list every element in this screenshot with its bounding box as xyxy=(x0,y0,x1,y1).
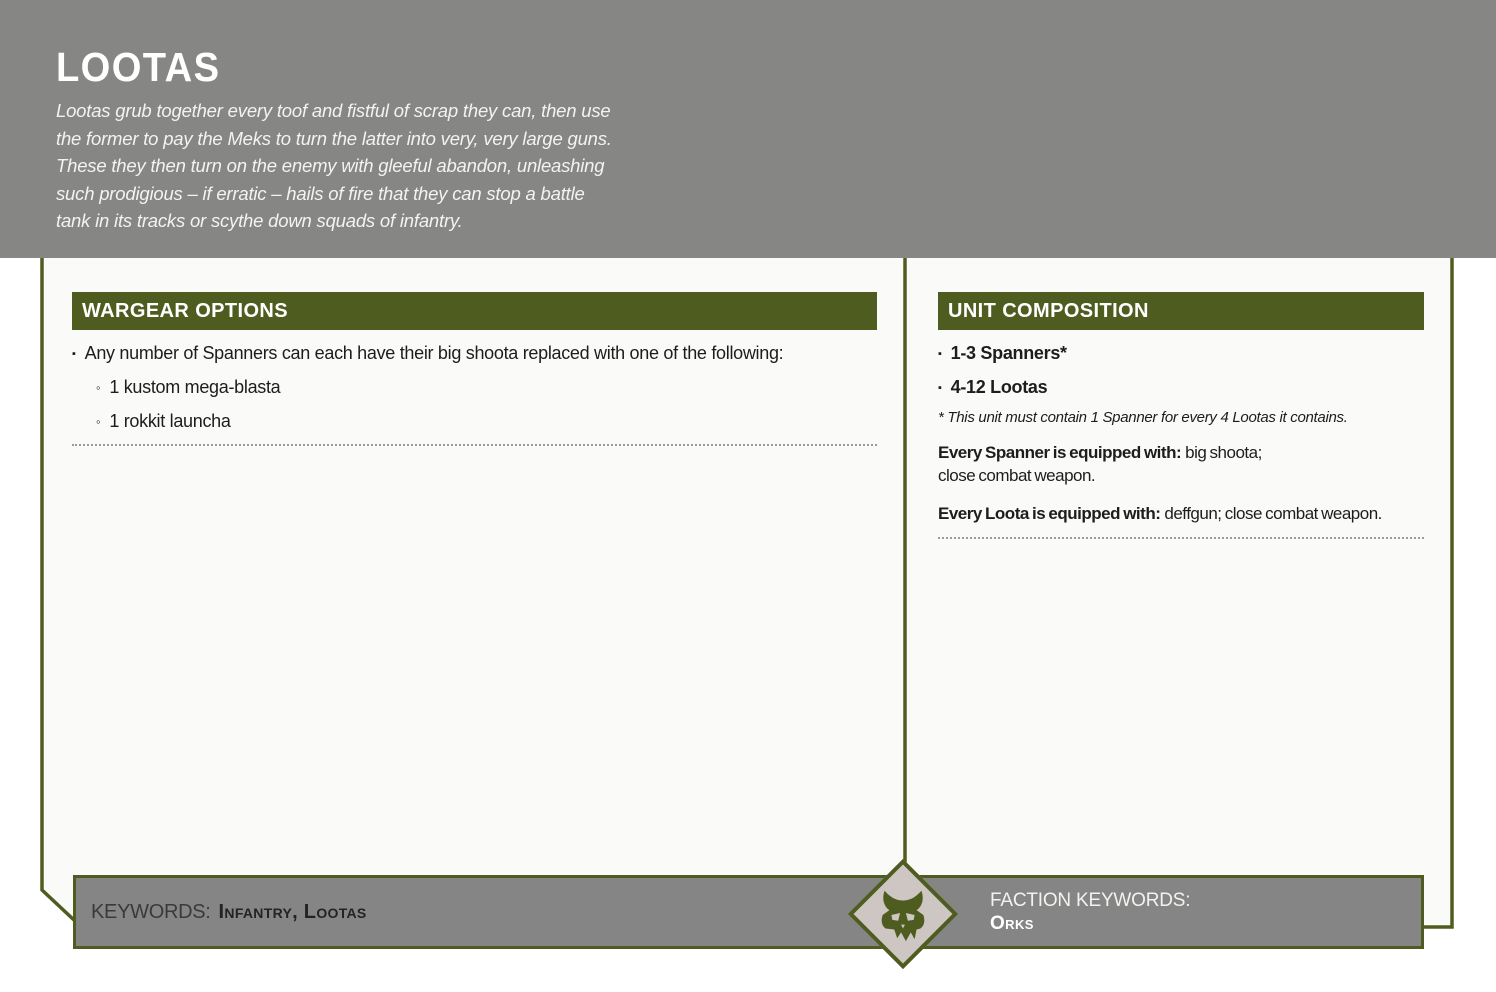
composition-item xyxy=(938,343,1424,364)
wargear-bullet-text: Any number of Spanners can each have their big shoota replaced with one of the following: xyxy=(84,343,784,363)
ork-skull-icon xyxy=(872,883,934,945)
wargear-option-item xyxy=(96,377,877,398)
composition-note: * This unit must contain 1 Spanner for every 4 Lootas it contains. xyxy=(938,409,1348,426)
composition-item xyxy=(938,377,1424,398)
bullet-square-icon: ▪ xyxy=(72,348,76,360)
wargear-option-item xyxy=(96,411,877,432)
keywords-group xyxy=(91,878,367,946)
flavor-line: the former to pay the Meks to turn the latter into very, very large guns. xyxy=(56,127,612,149)
equipment-items: close combat weapon. xyxy=(938,466,1096,485)
flavor-line: These they then turn on the enemy with gleeful abandon, unleashing xyxy=(56,155,605,176)
equipment-items: big shoota; xyxy=(1185,443,1262,462)
wargear-separator xyxy=(72,443,877,446)
equipment-paragraph xyxy=(938,502,1424,525)
equipment-paragraph xyxy=(938,441,1424,487)
bullet-circle-icon: ◦ xyxy=(96,414,101,429)
unit-title: LOOTAS xyxy=(56,44,221,90)
wargear-option-text: 1 kustom mega-blasta xyxy=(109,377,281,397)
flavor-line: Lootas grub together every toof and fistful of scrap they can, then use xyxy=(56,100,611,121)
flavor-line: such prodigious – if erratic – hails of fire that they can stop a battle xyxy=(56,182,585,204)
equipment-items: deffgun; close combat weapon. xyxy=(1164,504,1382,523)
wargear-options-section xyxy=(72,292,877,446)
bullet-square-icon: ▪ xyxy=(938,382,942,394)
composition-separator xyxy=(938,536,1424,539)
wargear-options-heading: WARGEAR OPTIONS xyxy=(72,292,877,330)
bullet-circle-icon: ◦ xyxy=(96,380,101,395)
equipment-lead-in: Every Spanner is equipped with: xyxy=(938,443,1182,462)
faction-keywords-label: FACTION KEYWORDS: xyxy=(990,890,1191,911)
wargear-option-text: 1 rokkit launcha xyxy=(109,411,231,431)
composition-item-text: 1-3 Spanners* xyxy=(950,343,1067,363)
bullet-square-icon: ▪ xyxy=(938,348,942,360)
flavor-line: tank in its tracks or scythe down squads of infantry. xyxy=(56,210,463,231)
faction-keywords-value: Orks xyxy=(990,913,1034,934)
composition-item-text: 4-12 Lootas xyxy=(950,377,1048,397)
equipment-lead-in: Every Loota is equipped with: xyxy=(938,504,1161,523)
unit-composition-heading: UNIT COMPOSITION xyxy=(938,292,1424,330)
wargear-bullet xyxy=(72,343,877,364)
keywords-bar xyxy=(73,875,1424,949)
faction-keywords-group xyxy=(990,878,1190,946)
keywords-label: KEYWORDS: xyxy=(91,900,211,923)
unit-composition-section xyxy=(938,292,1424,539)
keywords-value: Infantry, Lootas xyxy=(218,900,367,923)
